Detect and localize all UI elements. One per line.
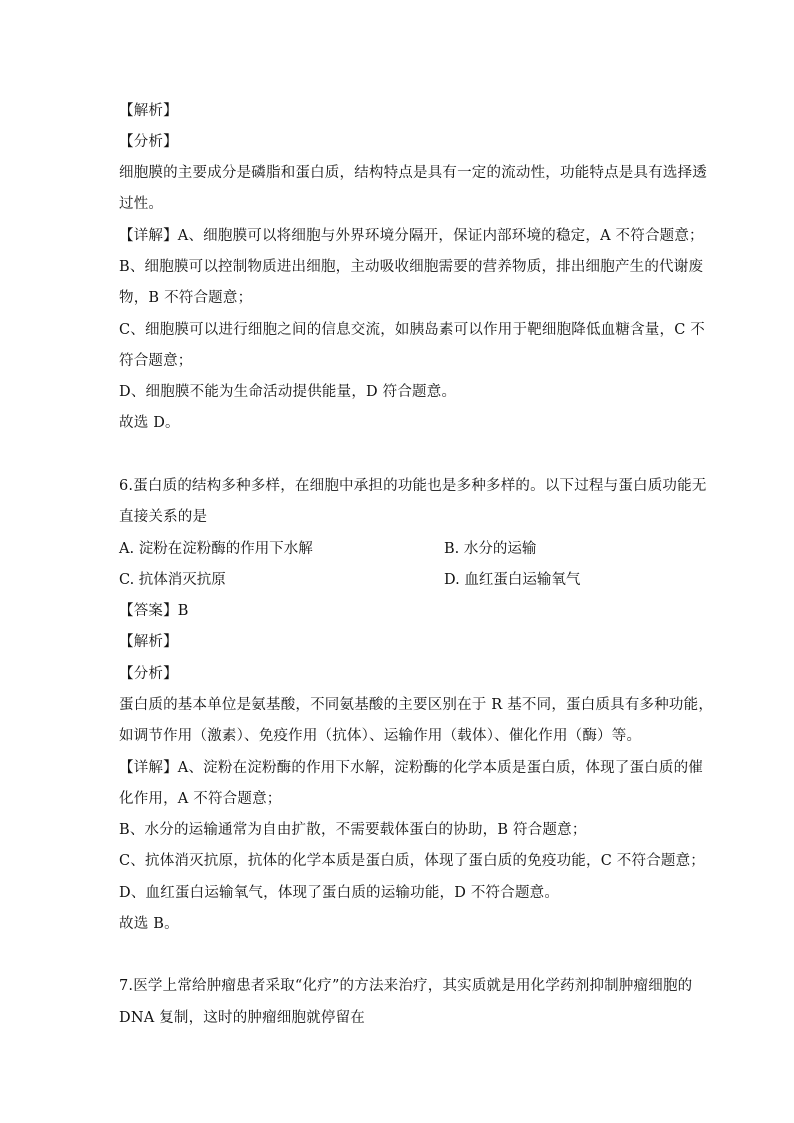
q6-analysis-tag: 【解析】 — [119, 634, 178, 650]
q7-stem-line-1: 7.医学上常给肿瘤患者采取“化疗”的方法来治疗，其实质就是用化学药剂抑制肿瘤细胞的 — [119, 978, 693, 994]
q5-detail-line-3: 物，B 不符合题意； — [119, 290, 253, 306]
q6-detail-line-1: 【详解】A、淀粉在淀粉酶的作用下水解，淀粉酶的化学本质是蛋白质，体现了蛋白质的催 — [119, 760, 703, 776]
q6-detail-line-5: D、血红蛋白运输氧气，体现了蛋白质的运输功能，D 不符合题意。 — [119, 885, 560, 901]
q5-detail-line-5: 符合题意； — [119, 353, 193, 369]
q5-detail-line-6: D、细胞膜不能为生命活动提供能量，D 符合题意。 — [119, 384, 457, 400]
q6-stem-line-2: 直接关系的是 — [119, 509, 208, 525]
q7-stem-line-2: DNA 复制，这时的肿瘤细胞就停留在 — [119, 1010, 365, 1026]
q5-fenxi-tag: 【分析】 — [119, 134, 178, 150]
q5-detail-line-2: B、细胞膜可以控制物质进出细胞，主动吸收细胞需要的营养物质，排出细胞产生的代谢废 — [119, 259, 704, 275]
q6-detail-line-2: 化作用，A 不符合题意； — [119, 791, 282, 807]
q5-conclusion: 故选 D。 — [119, 415, 180, 431]
q5-detail-line-1: 【详解】A、细胞膜可以将细胞与外界环境分隔开，保证内部环境的稳定，A 不符合题意； — [119, 228, 704, 244]
q6-option-b: B. 水分的运输 — [444, 541, 537, 557]
q5-fenxi-line-2: 过性。 — [119, 196, 164, 212]
q6-detail-line-3: B、水分的运输通常为自由扩散，不需要载体蛋白的协助，B 符合题意； — [119, 822, 587, 838]
q6-answer: 【答案】B — [119, 603, 189, 619]
q6-fenxi-tag: 【分析】 — [119, 666, 178, 682]
q6-stem-line-1: 6.蛋白质的结构多种多样，在细胞中承担的功能也是多种多样的。以下过程与蛋白质功能无 — [119, 478, 707, 494]
q6-detail-line-4: C、抗体消灭抗原，抗体的化学本质是蛋白质，体现了蛋白质的免疫功能，C 不符合题意； — [119, 853, 705, 869]
q5-detail-line-4: C、细胞膜可以进行细胞之间的信息交流，如胰岛素可以作用于靶细胞降低血糖含量，C 不 — [119, 322, 705, 338]
q5-fenxi-line-1: 细胞膜的主要成分是磷脂和蛋白质，结构特点是具有一定的流动性，功能特点是具有选择透 — [119, 165, 707, 181]
q6-conclusion: 故选 B。 — [119, 916, 179, 932]
q6-fenxi-line-2: 如调节作用（激素）、免疫作用（抗体）、运输作用（载体）、催化作用（酶）等。 — [119, 728, 642, 744]
q6-option-a: A. 淀粉在淀粉酶的作用下水解 — [119, 541, 313, 557]
q6-option-d: D. 血红蛋白运输氧气 — [444, 572, 581, 588]
q6-option-c: C. 抗体消灭抗原 — [119, 572, 226, 588]
q6-fenxi-line-1: 蛋白质的基本单位是氨基酸，不同氨基酸的主要区别在于 R 基不同，蛋白质具有多种功能， — [119, 697, 714, 713]
q5-analysis-tag: 【解析】 — [119, 103, 178, 119]
